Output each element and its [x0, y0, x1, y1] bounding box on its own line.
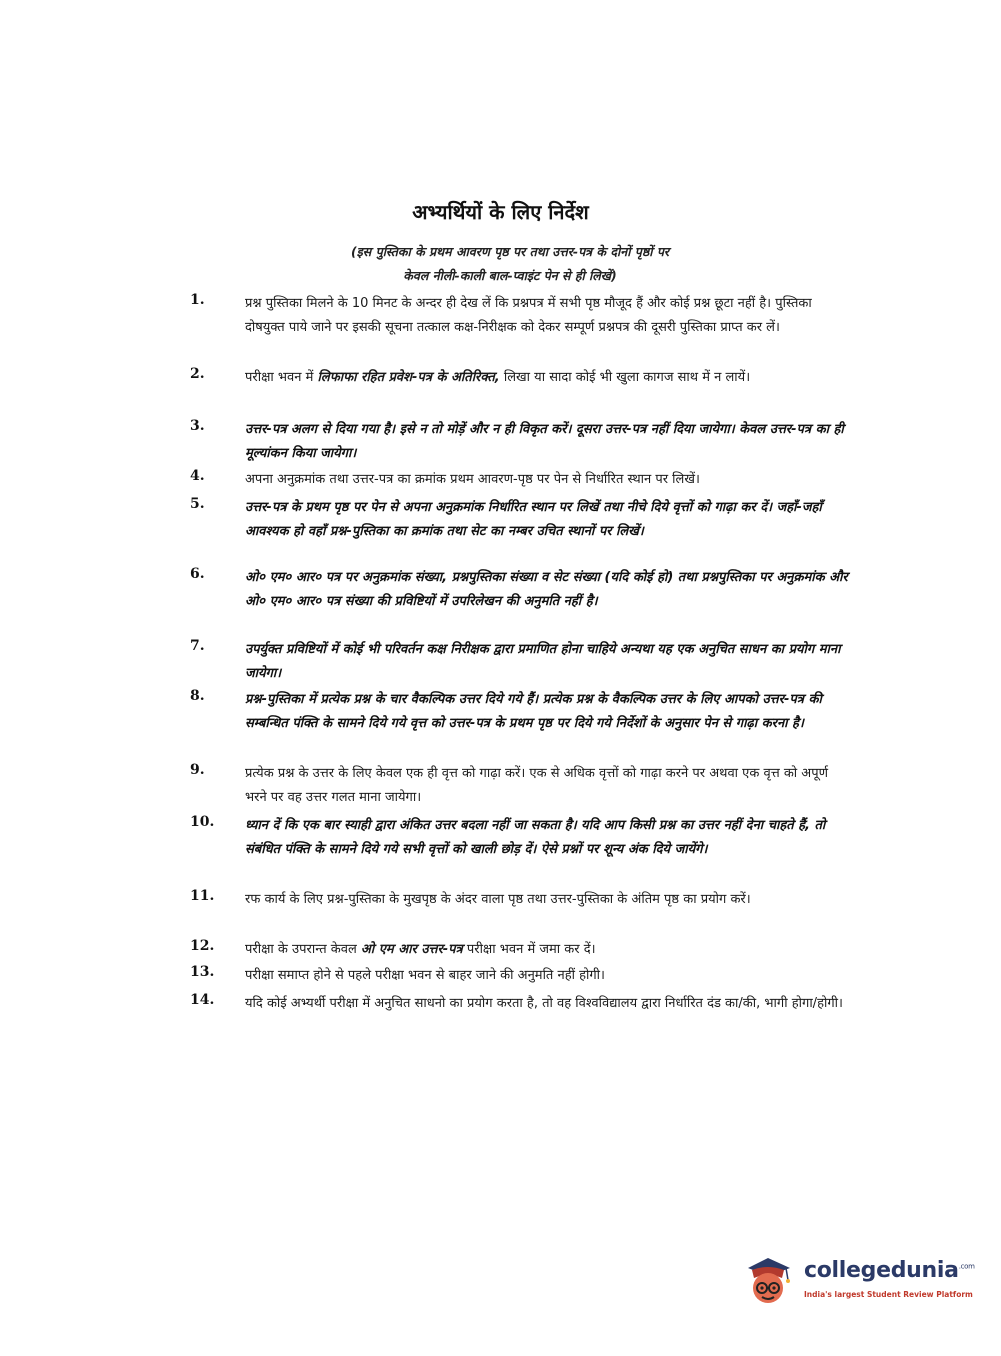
instruction-number: 6. [190, 566, 205, 582]
instruction-text-emphasis: लिफाफा रहित प्रवेश-पत्र के अतिरिक्त, [317, 370, 500, 385]
collegedunia-brand [804, 1258, 975, 1283]
page-subtitle [220, 240, 800, 288]
instruction-text-part: परीक्षा के उपरान्त केवल [245, 942, 361, 957]
instruction-text: प्रत्येक प्रश्न के उत्तर के लिए केवल एक ही वृत्त को गाढ़ा करें। एक से अधिक वृत्तों को गाढ़ा करने पर अथवा एक वृत्त को अपूर्ण भरने पर वह उत्तर गलत माना जायेगा। [245, 766, 829, 805]
instruction-number: 11. [190, 888, 215, 904]
instruction-text: उत्तर-पत्र के प्रथम पृष्ठ पर पेन से अपना अनुक्रमांक निर्धारित स्थान पर लिखें तथा नीचे दिये वृत्तों को गाढ़ा कर दें। जहाँ-जहाँ आवश्यक हो वहाँ प्रश्न-पुस्तिका का क्रमांक तथा सेट का नम्बर उचित स्थानों पर लिखें। [245, 500, 822, 539]
instruction-number: 5. [190, 496, 205, 512]
instruction-text: ओ० एम० आर० पत्र पर अनुक्रमांक संख्या, प्रश्नपुस्तिका संख्या व सेट संख्या (यदि कोई हो) तथा प्रश्नपुस्तिका पर अनुक्रमांक और ओ० एम० आर० पत्र संख्या की प्रविष्टियों में उपरिलेखन की अनुमति नहीं है। [245, 570, 848, 609]
instruction-number: 4. [190, 468, 205, 484]
instruction-number: 14. [190, 992, 215, 1008]
page-title: अभ्यर्थियों के लिए निर्देश [412, 200, 589, 224]
collegedunia-tagline: India's largest Student Review Platform [804, 1290, 973, 1299]
instruction-text: उपर्युक्त प्रविष्टियों में कोई भी परिवर्तन कक्ष निरीक्षक द्वारा प्रमाणित होना चाहिये अन्यथा यह एक अनुचित साधन का प्रयोग माना जायेगा। [245, 642, 841, 681]
instruction-text: अपना अनुक्रमांक तथा उत्तर-पत्र का क्रमांक प्रथम आवरण-पृष्ठ पर पेन से निर्धारित स्थान पर लिखें। [245, 472, 700, 487]
instruction-text-part: परीक्षा भवन में [245, 370, 318, 385]
subtitle-line-2: केवल नीली-काली बाल-प्वाइंट पेन से ही लिखें) [403, 268, 617, 283]
instruction-text: यदि कोई अभ्यर्थी परीक्षा में अनुचित साधनो का प्रयोग करता है, तो वह विश्वविद्यालय द्वारा निर्धारित दंड का/की, भागी होगा/होगी। [245, 996, 843, 1011]
instruction-text [245, 938, 850, 962]
instruction-number: 8. [190, 688, 205, 704]
instruction-text-part: लिखा या सादा कोई भी खुला कागज साथ में न लायें। [499, 370, 751, 385]
instruction-text: प्रश्न पुस्तिका मिलने के 10 मिनट के अन्दर ही देख लें कि प्रश्नपत्र में सभी पृष्ठ मौजूद हैं और कोई प्रश्न छूटा नहीं है। पुस्तिका दोषयुक्त पाये जाने पर इसकी सूचना तत्काल कक्ष-निरीक्षक को देकर सम्पूर्ण प्रश्नपत्र की दूसरी पुस्तिका प्राप्त कर लें। [245, 296, 812, 335]
instruction-number: 13. [190, 964, 215, 980]
instruction-text-part: परीक्षा भवन में जमा कर दें। [462, 942, 596, 957]
instruction-text [245, 366, 850, 390]
brand-text: collegedunia [804, 1258, 959, 1283]
subtitle-line-1: (इस पुस्तिका के प्रथम आवरण पृष्ठ पर तथा उत्तर-पत्र के दोनों पृष्ठों पर [350, 244, 670, 259]
instruction-text: प्रश्न-पुस्तिका में प्रत्येक प्रश्न के चार वैकल्पिक उत्तर दिये गये हैं। प्रत्येक प्रश्न के वैकल्पिक उत्तर के लिए आपको उत्तर-पत्र की सम्बन्धित पंक्ति के सामने दिये गये वृत्त को उत्तर-पत्र के प्रथम पृष्ठ पर दिये गये निर्देशों के अनुसार पेन से गाढ़ा करना है। [245, 692, 822, 731]
instruction-text: ध्यान दें कि एक बार स्याही द्वारा अंकित उत्तर बदला नहीं जा सकता है। यदि आप किसी प्रश्न का उत्तर नहीं देना चाहते हैं, तो संबंधित पंक्ति के सामने दिये गये सभी वृत्तों को खाली छोड़ दें। ऐसे प्रश्नों पर शून्य अंक दिये जायेंगे। [245, 818, 826, 857]
instruction-text: परीक्षा समाप्त होने से पहले परीक्षा भवन से बाहर जाने की अनुमति नहीं होगी। [245, 968, 605, 983]
instruction-number: 12. [190, 938, 215, 954]
instruction-number: 10. [190, 814, 215, 830]
brand-suffix: .com [958, 1262, 975, 1271]
instruction-number: 9. [190, 762, 205, 778]
instruction-text: उत्तर-पत्र अलग से दिया गया है। इसे न तो मोड़ें और न ही विकृत करें। दूसरा उत्तर-पत्र नहीं दिया जायेगा। केवल उत्तर-पत्र का ही मूल्यांकन किया जायेगा। [245, 422, 844, 461]
instruction-text-emphasis: ओ एम आर उत्तर-पत्र [360, 942, 463, 957]
instruction-number: 2. [190, 366, 205, 382]
collegedunia-mascot-icon [742, 1254, 794, 1310]
instruction-number: 7. [190, 638, 205, 654]
instruction-number: 1. [190, 292, 205, 308]
collegedunia-watermark [738, 1250, 978, 1314]
instruction-number: 3. [190, 418, 205, 434]
instruction-text: रफ कार्य के लिए प्रश्न-पुस्तिका के मुखपृष्ठ के अंदर वाला पृष्ठ तथा उत्तर-पुस्तिका के अंतिम पृष्ठ का प्रयोग करें। [245, 892, 751, 907]
